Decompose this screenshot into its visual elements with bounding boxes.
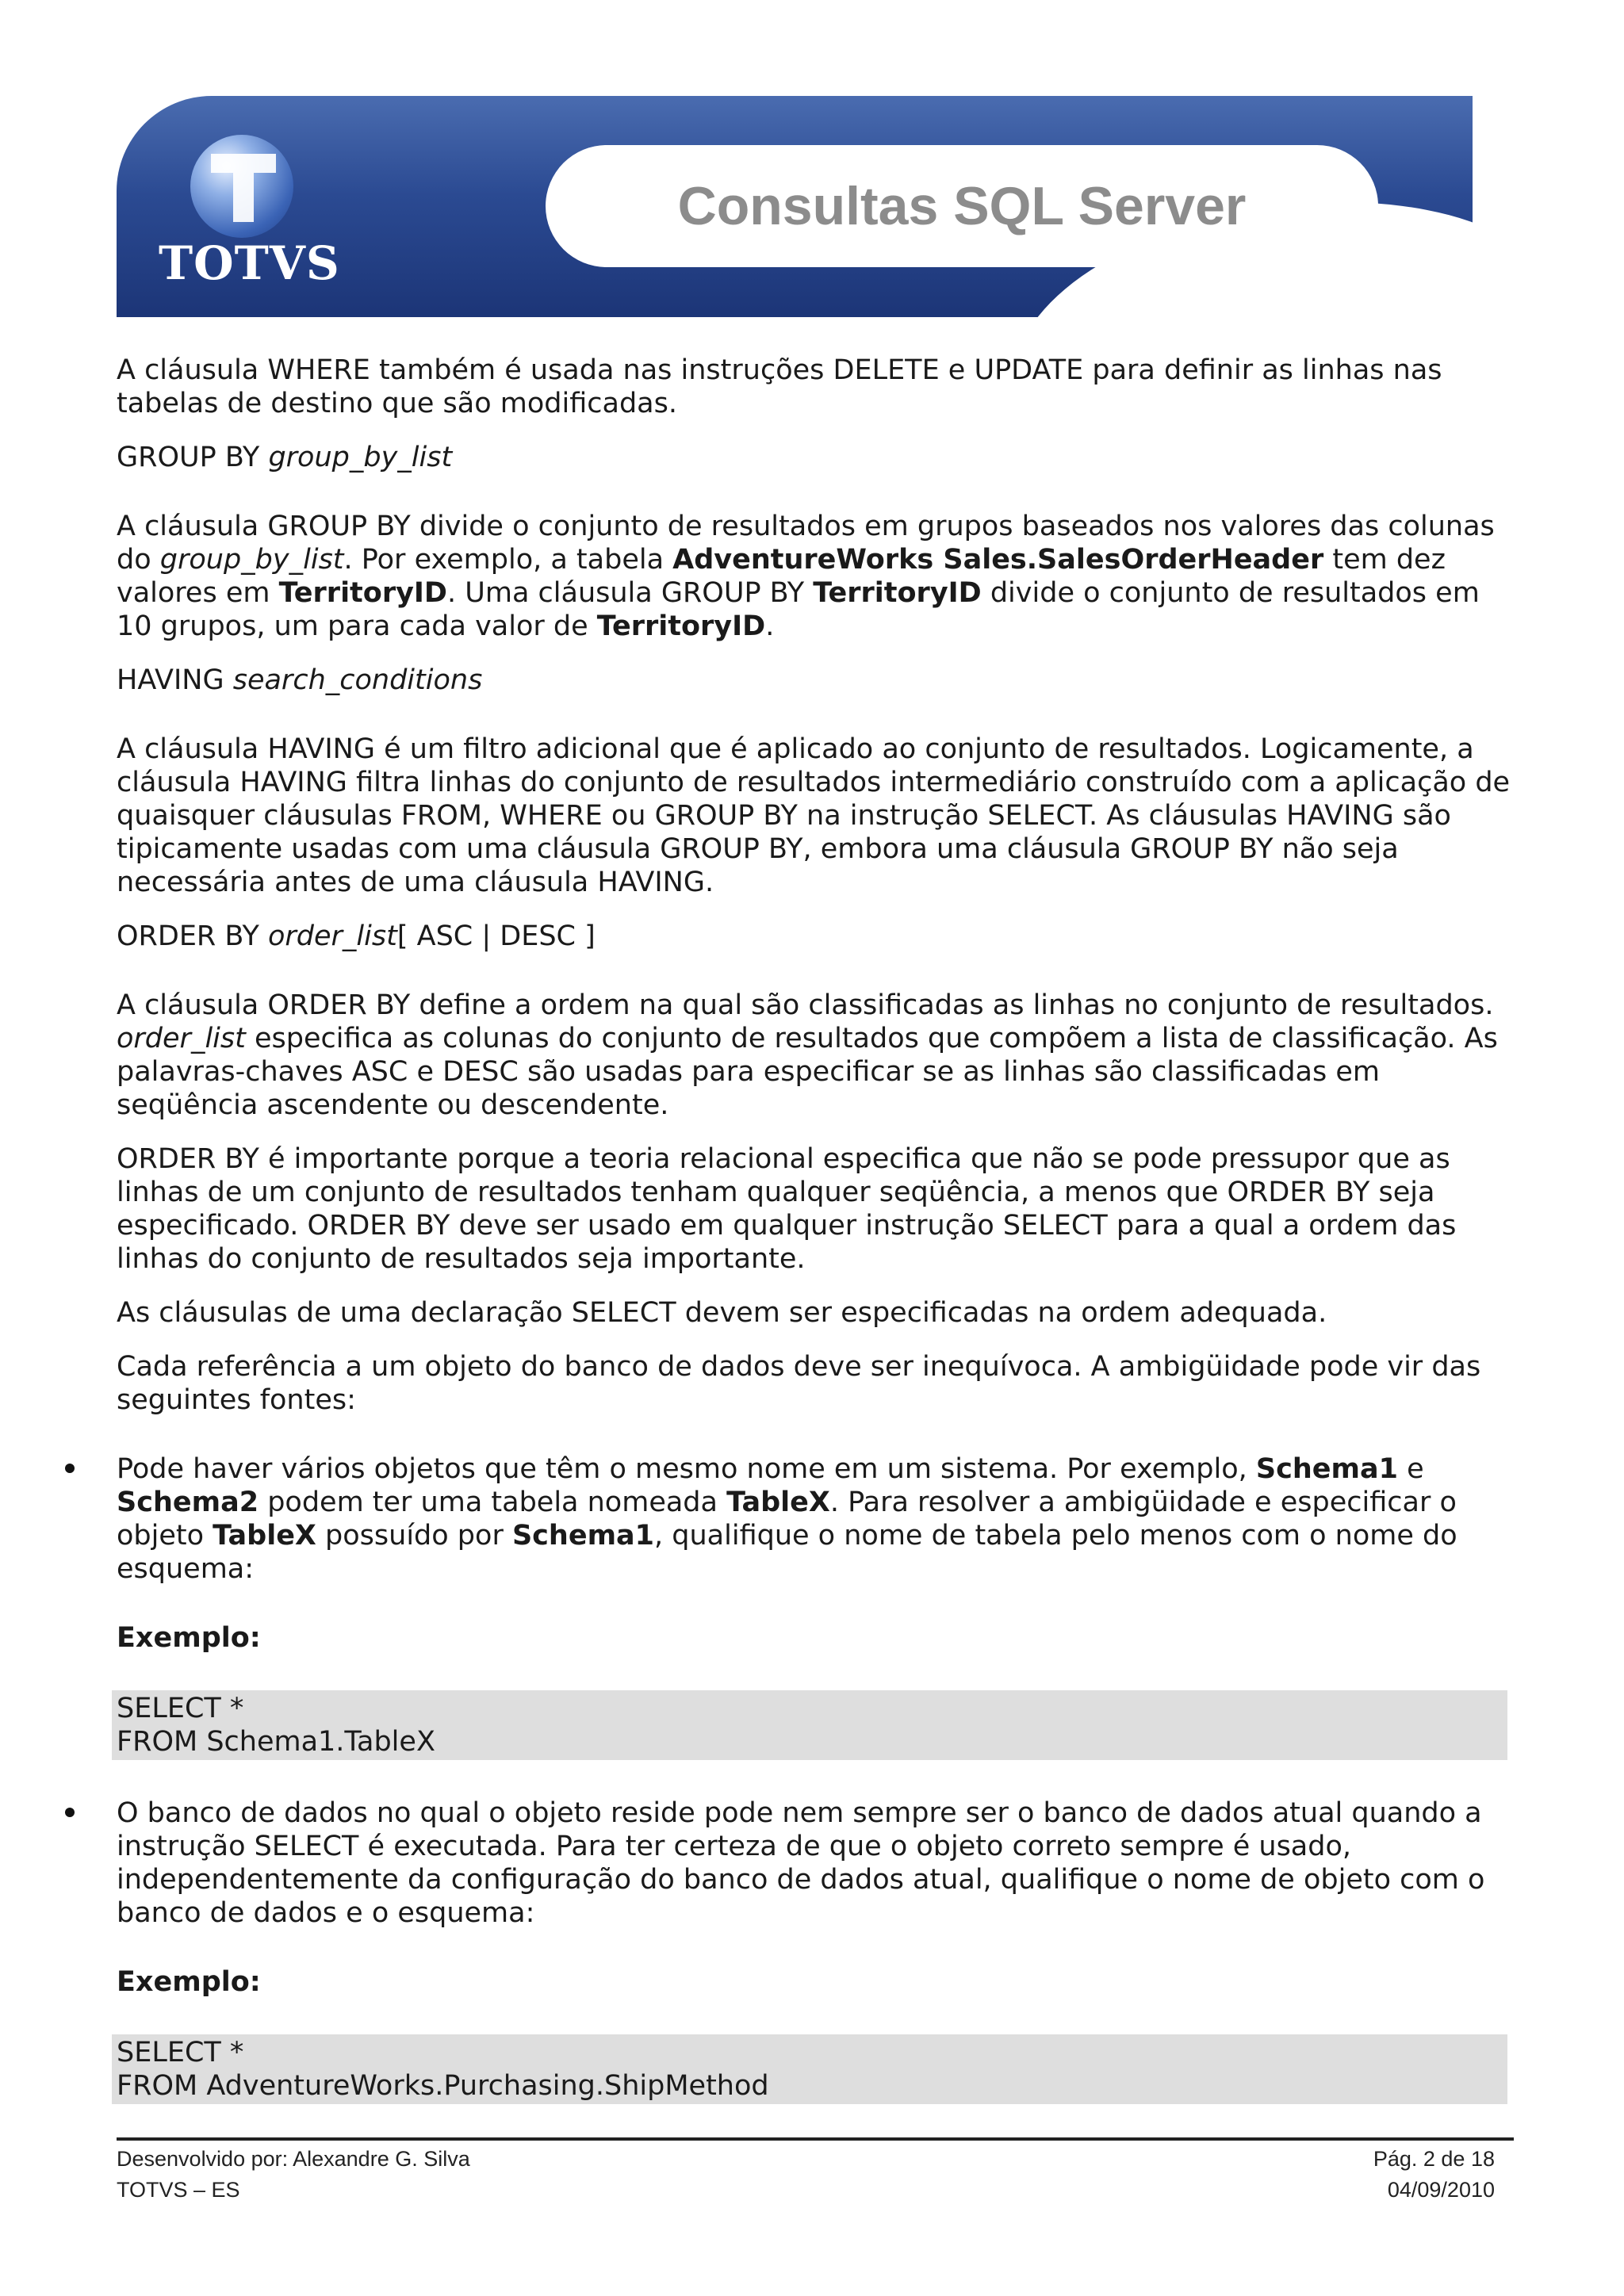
bullet-text-schema: Pode haver vários objetos que têm o mesmo nome em um sistema. Por exemplo, Schema1 e Schema2 podem ter uma tabela nomeada TableX. Para resolver a ambigüidade e especificar o objeto TableX possuído por Schema1, qualifique o nome de tabela pelo menos com o nome do esquema: xyxy=(117,1453,1457,1585)
footer-left xyxy=(117,2144,470,2206)
bullet-item-schema xyxy=(117,1452,1512,1586)
example-label: Exemplo: xyxy=(117,1966,261,1998)
paragraph-clauses-order: As cláusulas de uma declaração SELECT devem ser especificadas na ordem adequada. xyxy=(117,1297,1327,1329)
code-block-database xyxy=(112,2034,1507,2104)
code-line: FROM AdventureWorks.Purchasing.ShipMethod xyxy=(117,2070,769,2102)
paragraph-ambiguity: Cada referência a um objeto do banco de dados deve ser inequívoca. A ambigüidade pode vir das seguintes fontes: xyxy=(117,1351,1481,1416)
bullet-item-database xyxy=(117,1797,1512,1930)
heading-order-by: ORDER BY order_list[ ASC | DESC ] xyxy=(117,920,596,952)
title-box xyxy=(546,145,1378,267)
footer-org: TOTVS – ES xyxy=(117,2178,240,2202)
heading-having: HAVING search_conditions xyxy=(117,664,483,696)
bullet-icon xyxy=(65,1808,75,1817)
footer-rule xyxy=(117,2137,1514,2141)
footer-right xyxy=(1373,2144,1495,2206)
code-line: FROM Schema1.TableX xyxy=(117,1726,435,1758)
page-title: Consultas SQL Server xyxy=(677,176,1247,236)
bullet-icon xyxy=(65,1464,75,1473)
code-line: SELECT * xyxy=(117,1693,244,1724)
bullet-text-database: O banco de dados no qual o objeto reside pode nem sempre ser o banco de dados atual quando a instrução SELECT é executada. Para ter certeza de que o objeto correto sempre é usado, independentemente da configuração do banco de dados atual, qualifique o nome de objeto com o banco de dados e o esquema: xyxy=(117,1797,1485,1929)
footer-author: Desenvolvido por: Alexandre G. Silva xyxy=(117,2147,470,2171)
t-letter-icon xyxy=(208,149,279,225)
example-label: Exemplo: xyxy=(117,1622,261,1654)
footer-page-number: Pág. 2 de 18 xyxy=(1373,2147,1495,2171)
footer-date: 04/09/2010 xyxy=(1387,2178,1495,2202)
paragraph-order-by: A cláusula ORDER BY define a ordem na qual são classificadas as linhas no conjunto de resultados. order_list especifica as colunas do conjunto de resultados que compõem a lista de classificação. As palavras-chaves ASC e DESC são usadas para especificar se as linhas são classificadas em seqüência ascendente ou descendente. xyxy=(117,989,1498,1121)
paragraph-having: A cláusula HAVING é um filtro adicional que é aplicado ao conjunto de resultados. Logicamente, a cláusula HAVING filtra linhas do conjunto de resultados intermediário construído com a aplicação de quaisquer cláusulas FROM, WHERE ou GROUP BY na instrução SELECT. As cláusulas HAVING são tipicamente usadas com uma cláusula GROUP BY, embora uma cláusula GROUP BY não seja necessária antes de uma cláusula HAVING. xyxy=(117,733,1511,898)
document-body xyxy=(117,354,1512,2104)
totvs-logo xyxy=(159,127,341,290)
heading-group-by: GROUP BY group_by_list xyxy=(117,442,453,473)
paragraph-order-by-importance: ORDER BY é importante porque a teoria relacional especifica que não se pode pressupor que as linhas de um conjunto de resultados tenham qualquer seqüência, a menos que ORDER BY seja especificado. ORDER BY deve ser usado em qualquer instrução SELECT para a qual a ordem das linhas do conjunto de resultados seja importante. xyxy=(117,1143,1457,1275)
code-block-schema xyxy=(112,1690,1507,1760)
paragraph-group-by: A cláusula GROUP BY divide o conjunto de resultados em grupos baseados nos valores das colunas do group_by_list. Por exemplo, a tabela AdventureWorks Sales.SalesOrderHeader tem dez valores em TerritoryID. Uma cláusula GROUP BY TerritoryID divide o conjunto de resultados em 10 grupos, um para cada valor de TerritoryID. xyxy=(117,511,1495,642)
code-line: SELECT * xyxy=(117,2037,244,2068)
paragraph-where: A cláusula WHERE também é usada nas instruções DELETE e UPDATE para definir as linhas nas tabelas de destino que são modificadas. xyxy=(117,354,1442,419)
logo-text: TOTVS xyxy=(159,236,340,290)
